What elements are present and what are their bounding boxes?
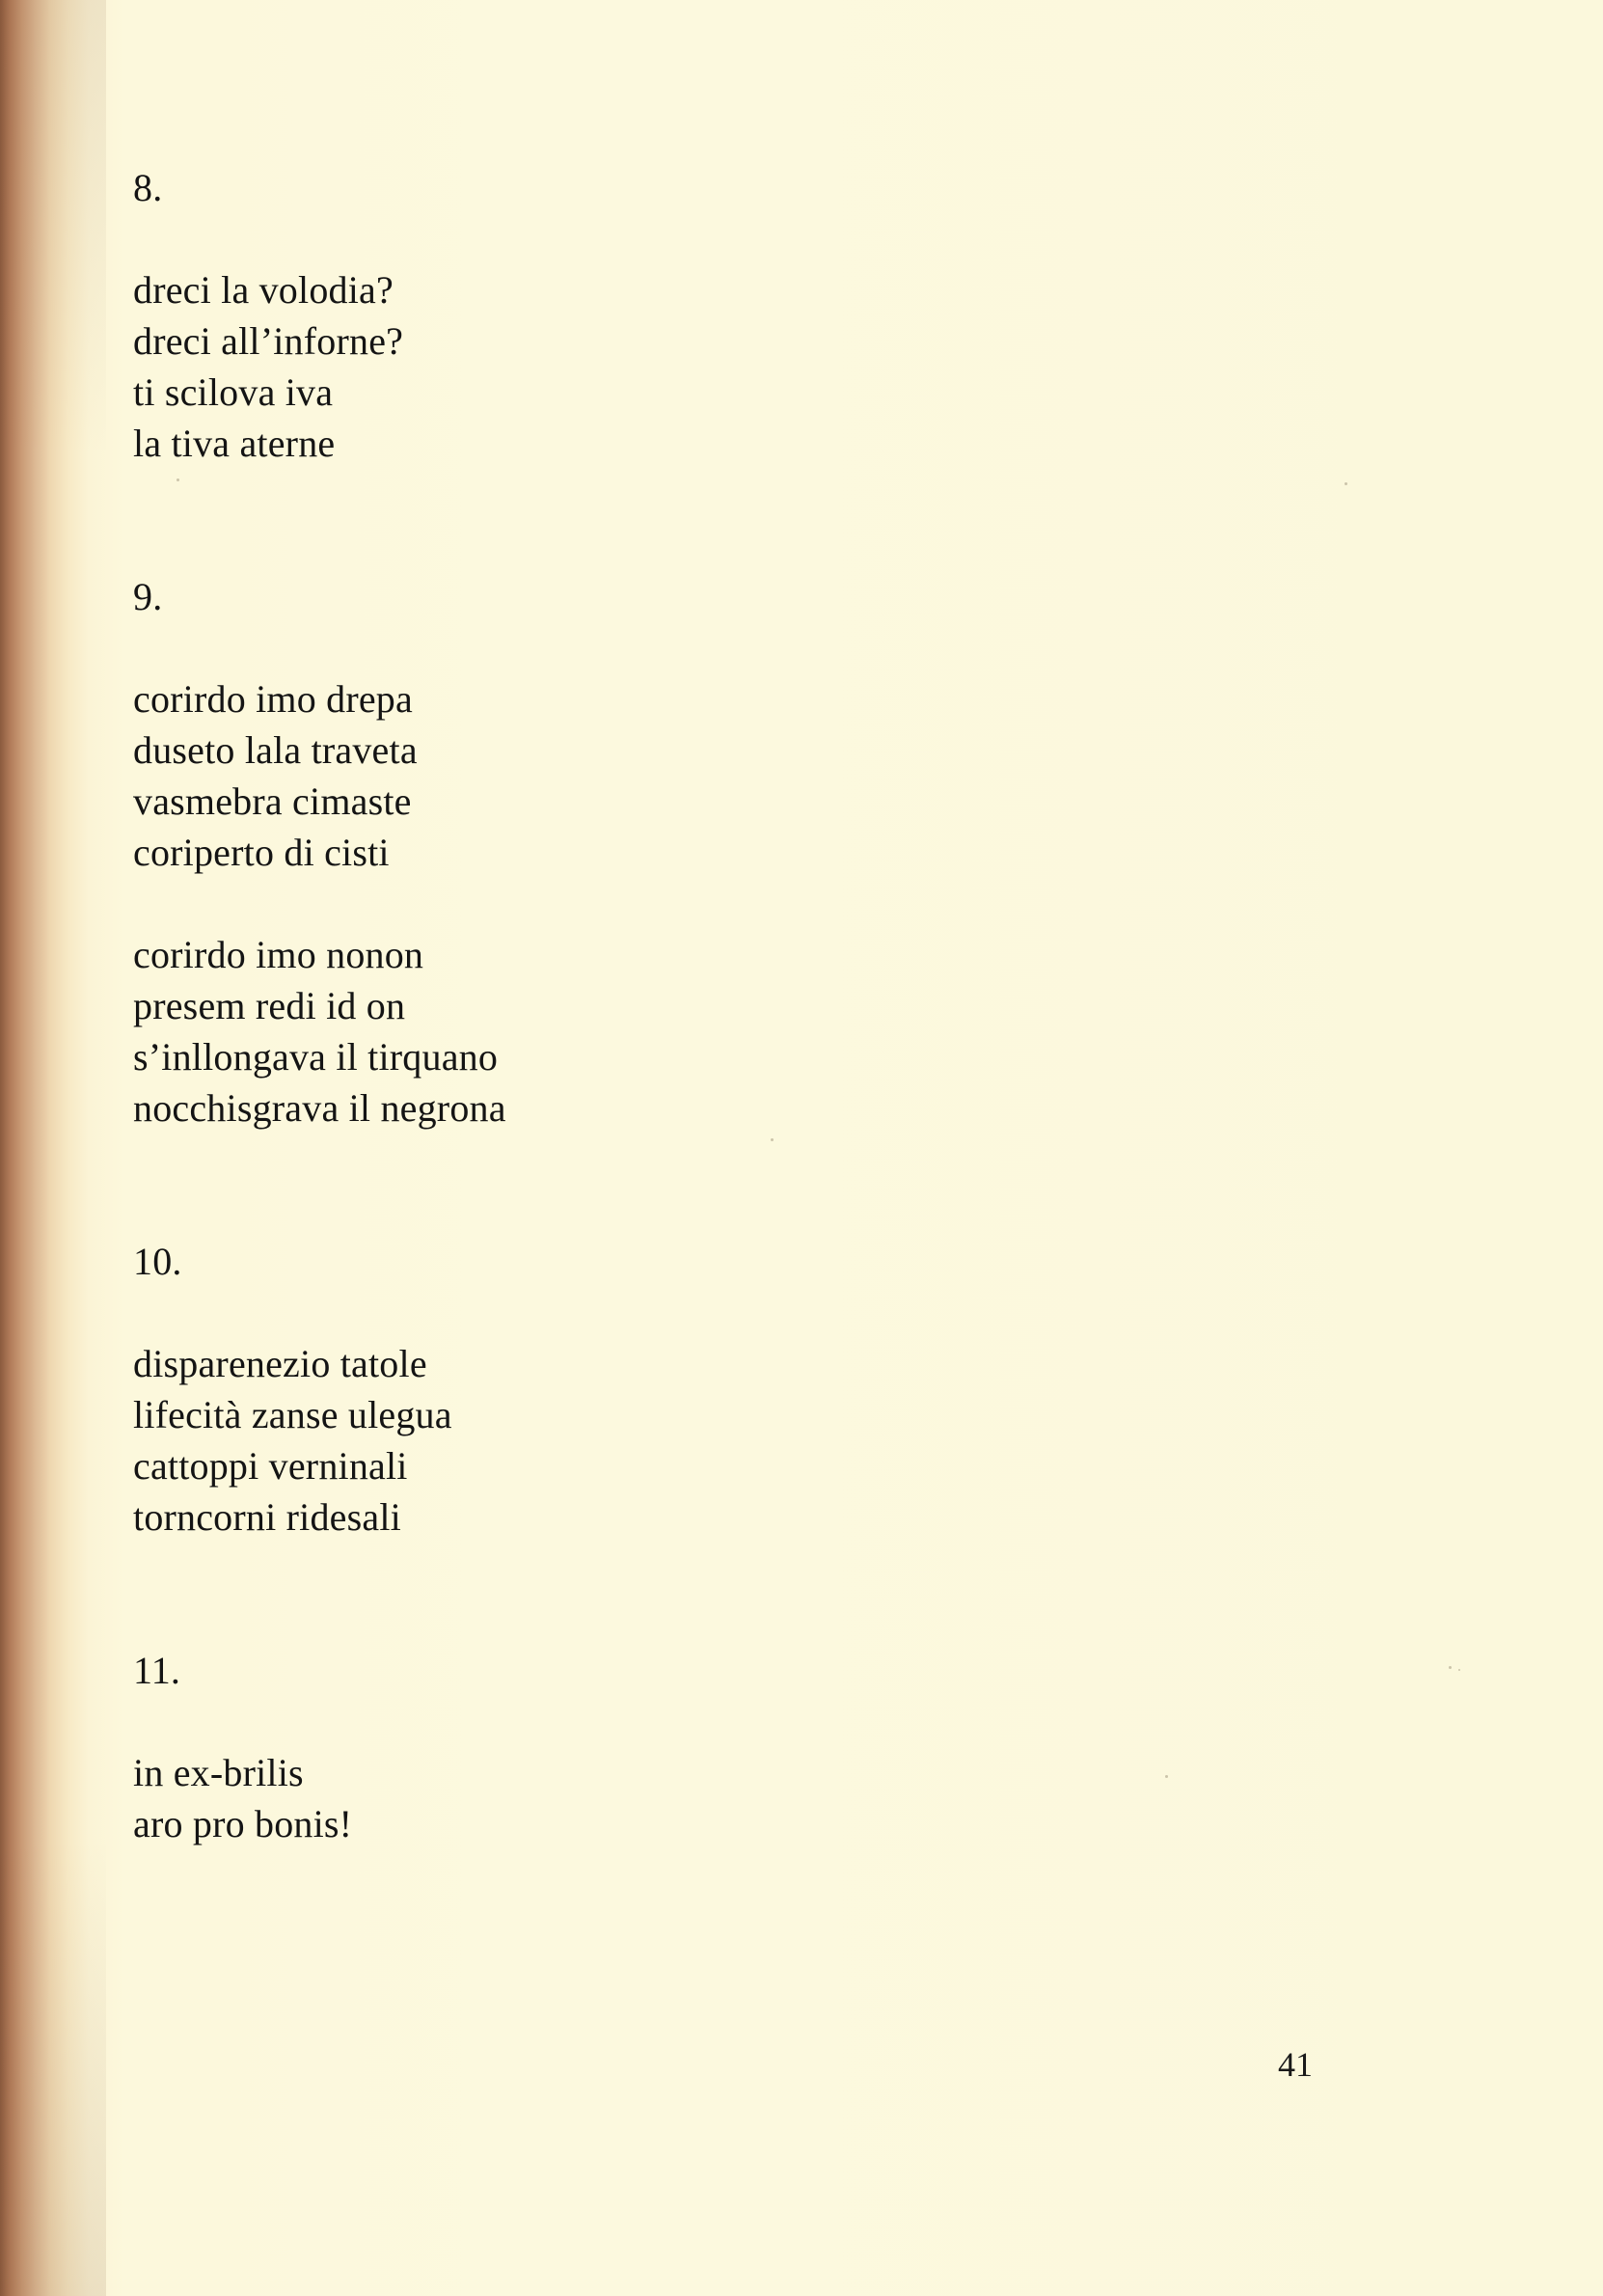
paper-speck bbox=[1165, 1775, 1168, 1778]
section-8 bbox=[133, 162, 1291, 469]
stanza bbox=[133, 1338, 1291, 1543]
poem-line: duseto lala traveta bbox=[133, 728, 418, 772]
poem-line: in ex-brilis bbox=[133, 1751, 304, 1794]
stanza bbox=[133, 1747, 1291, 1849]
paper-speck bbox=[771, 1138, 774, 1141]
section-9 bbox=[133, 571, 1291, 1134]
poem-line: corirdo imo nonon bbox=[133, 933, 424, 976]
stanza bbox=[133, 929, 1291, 1134]
poem-line: corirdo imo drepa bbox=[133, 677, 413, 721]
poem-line: vasmebra cimaste bbox=[133, 779, 412, 823]
section-number: 11. bbox=[133, 1649, 181, 1692]
stanza bbox=[133, 264, 1291, 469]
poem-body bbox=[133, 162, 1291, 1849]
poem-line: s’inllongava il tirquano bbox=[133, 1035, 499, 1079]
paper-speck bbox=[1458, 1669, 1460, 1671]
stanza bbox=[133, 673, 1291, 878]
poem-line: nocchisgrava il negrona bbox=[133, 1086, 506, 1130]
section-number: 10. bbox=[133, 1240, 182, 1283]
paper-speck bbox=[1345, 482, 1347, 485]
section-number: 8. bbox=[133, 166, 163, 209]
poem-line: disparenezio tatole bbox=[133, 1342, 427, 1385]
page-gutter-shadow bbox=[0, 0, 106, 2296]
poem-line: aro pro bonis! bbox=[133, 1802, 353, 1845]
poem-line: la tiva aterne bbox=[133, 422, 336, 465]
paper-speck bbox=[1449, 1666, 1452, 1669]
poem-line: ti scilova iva bbox=[133, 370, 334, 414]
paper-speck bbox=[177, 478, 179, 481]
page-number: 41 bbox=[1278, 2045, 1313, 2084]
poem-line: dreci all’inforne? bbox=[133, 319, 404, 363]
poem-line: dreci la volodia? bbox=[133, 268, 394, 312]
poem-line: presem redi id on bbox=[133, 984, 406, 1027]
poem-line: lifecità zanse ulegua bbox=[133, 1393, 452, 1436]
poem-line: coriperto di cisti bbox=[133, 831, 390, 874]
section-11 bbox=[133, 1645, 1291, 1849]
poem-line: torncorni ridesali bbox=[133, 1495, 401, 1539]
poem-line: cattoppi verninali bbox=[133, 1444, 408, 1488]
section-number: 9. bbox=[133, 575, 163, 618]
section-10 bbox=[133, 1236, 1291, 1543]
